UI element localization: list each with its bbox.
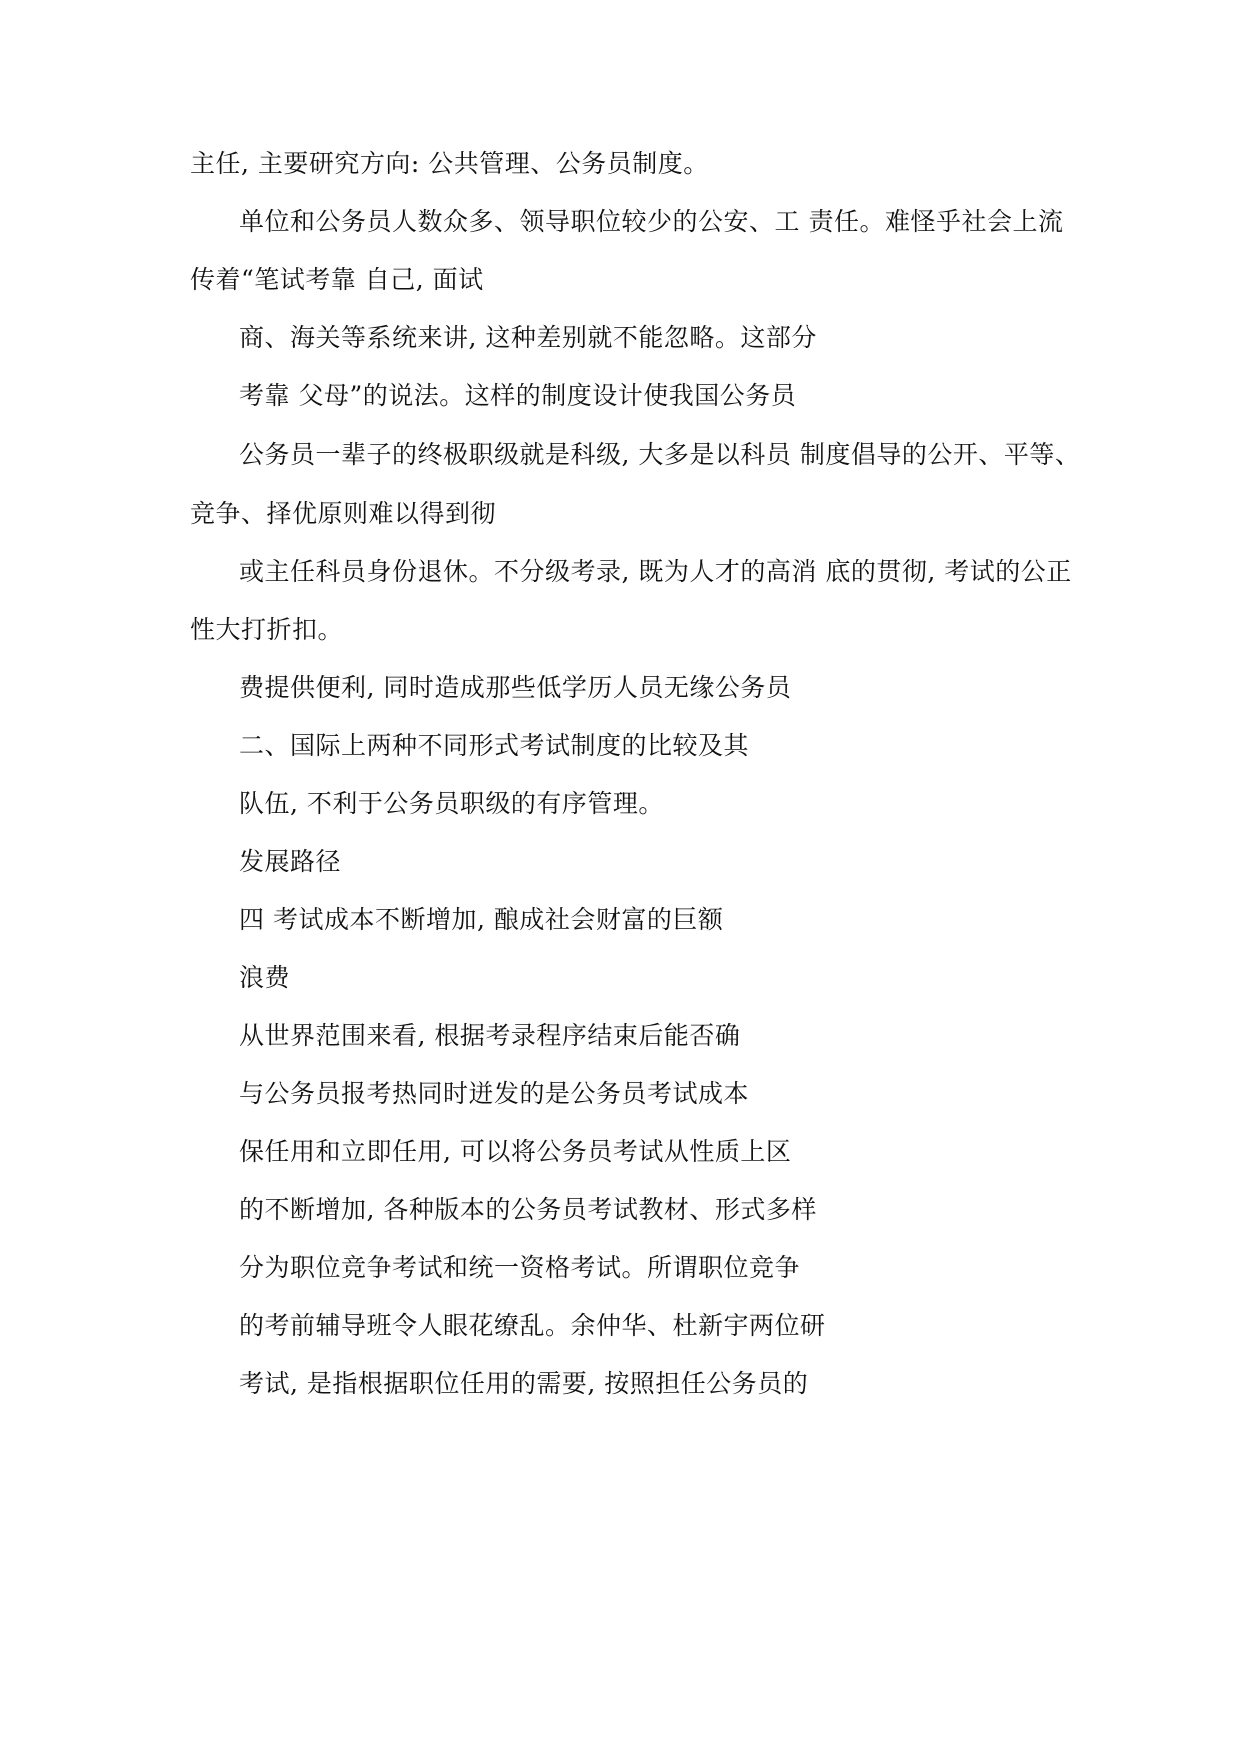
text-line-9: 性大打折扣。 [190,615,344,644]
text-line-13: 发展路径 [239,847,342,876]
text-line-11: 二、国际上两种不同形式考试制度的比较及其 [239,731,750,760]
text-line-6: 公务员一辈子的终极职级就是科级, 大多是以科员 制度倡导的公开、平等、 [239,440,1081,469]
text-line-5: 考靠 父母”的说法。这样的制度设计使我国公务员 [239,381,797,410]
text-line-19: 的不断增加, 各种版本的公务员考试教材、形式多样 [239,1195,817,1224]
text-line-14: 四 考试成本不断增加, 酿成社会财富的巨额 [239,905,724,934]
text-line-18: 保任用和立即任用, 可以将公务员考试从性质上区 [239,1137,792,1166]
text-line-12: 队伍, 不利于公务员职级的有序管理。 [239,789,664,818]
text-line-7: 竞争、择优原则难以得到彻 [190,499,497,528]
text-line-15: 浪费 [239,963,291,992]
text-line-2: 单位和公务员人数众多、领导职位较少的公安、工 责任。难怪乎社会上流 [239,207,1064,236]
text-line-16: 从世界范围来看, 根据考录程序结束后能否确 [239,1021,741,1050]
text-line-3: 传着“笔试考靠 自己, 面试 [190,265,484,294]
text-line-4: 商、海关等系统来讲, 这种差别就不能忽略。这部分 [239,323,817,352]
text-line-22: 考试, 是指根据职位任用的需要, 按照担任公务员的 [239,1369,809,1398]
text-line-8: 或主任科员身份退休。不分级考录, 既为人才的高消 底的贯彻, 考试的公正 [239,557,1072,586]
text-line-1: 主任, 主要研究方向: 公共管理、公务员制度。 [190,149,709,178]
text-line-20: 分为职位竞争考试和统一资格考试。所谓职位竞争 [239,1253,801,1282]
text-line-10: 费提供便利, 同时造成那些低学历人员无缘公务员 [239,673,792,702]
text-line-21: 的考前辅导班令人眼花缭乱。余仲华、杜新宇两位研 [239,1311,826,1340]
text-line-17: 与公务员报考热同时迸发的是公务员考试成本 [239,1079,750,1108]
